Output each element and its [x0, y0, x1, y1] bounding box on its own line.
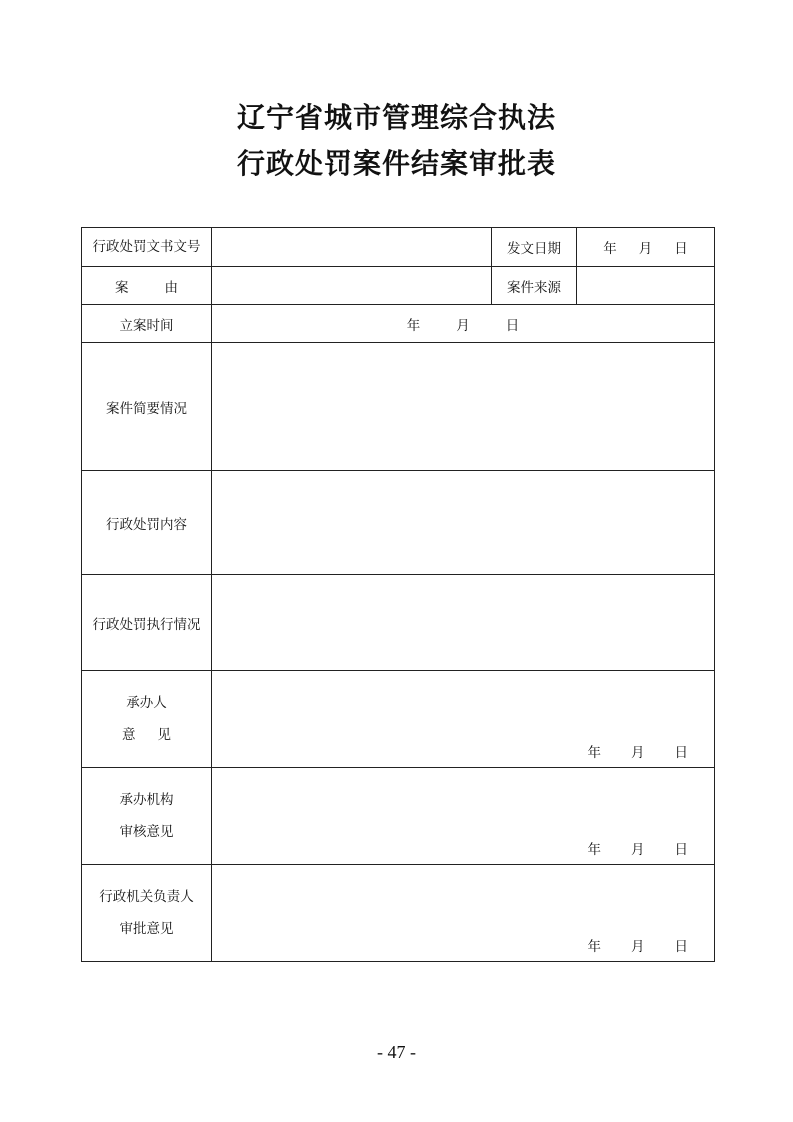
issue-date-label: 发文日期 [492, 228, 577, 267]
handler-date-month: 月 [631, 745, 645, 761]
leader-date-year: 年 [587, 939, 601, 955]
case-summary-field[interactable] [212, 343, 715, 471]
penalty-content-label: 行政处罚内容 [82, 471, 212, 575]
leader-date-day: 日 [674, 939, 688, 955]
filing-time-field[interactable] [212, 305, 715, 343]
filing-day: 日 [505, 317, 520, 334]
issue-date-month: 月 [638, 241, 653, 257]
case-summary-label: 案件简要情况 [82, 343, 212, 471]
case-source-field[interactable] [577, 267, 715, 305]
row-case-cause [82, 267, 715, 305]
org-date-year: 年 [587, 842, 601, 858]
handler-label-char1: 意 [122, 727, 136, 743]
form-title-line2: 行政处罚案件结案审批表 [236, 147, 556, 180]
handler-opinion-date [588, 741, 689, 761]
org-label-line2: 审核意见 [119, 824, 174, 840]
penalty-execution-field[interactable] [212, 575, 715, 671]
handler-opinion-field[interactable] [212, 671, 715, 768]
handler-opinion-label [82, 671, 212, 768]
case-cause-label [82, 267, 212, 305]
issue-date-day: 日 [674, 241, 688, 257]
org-review-field[interactable] [212, 768, 715, 865]
handler-label-line2 [82, 719, 211, 751]
issue-date-field[interactable] [577, 228, 715, 267]
row-filing-time [82, 305, 715, 343]
penalty-content-field[interactable] [212, 471, 715, 575]
doc-number-label: 行政处罚文书文号 [82, 228, 212, 267]
row-org-review [82, 768, 715, 865]
row-leader-approval [82, 865, 715, 962]
case-source-label: 案件来源 [492, 267, 577, 305]
leader-label-line2: 审批意见 [119, 921, 174, 937]
filing-month: 月 [456, 317, 470, 334]
leader-approval-date [588, 935, 689, 955]
org-review-date [588, 838, 689, 858]
approval-form-table [81, 227, 715, 962]
handler-label-char2: 见 [157, 727, 171, 743]
org-review-label [82, 768, 212, 865]
issue-date-year: 年 [603, 241, 617, 257]
handler-date-day: 日 [674, 745, 688, 761]
doc-number-field[interactable] [212, 228, 492, 267]
page-number: - 47 - [377, 1042, 416, 1062]
row-handler-opinion [82, 671, 715, 768]
filing-time-label: 立案时间 [82, 305, 212, 343]
row-case-summary [82, 343, 715, 471]
org-date-month: 月 [631, 842, 645, 858]
row-penalty-execution [82, 575, 715, 671]
leader-date-month: 月 [631, 939, 645, 955]
case-cause-field[interactable] [212, 267, 492, 305]
filing-year: 年 [406, 317, 421, 334]
row-penalty-content [82, 471, 715, 575]
case-cause-label-char2: 由 [164, 279, 178, 296]
form-title-line1: 辽宁省城市管理综合执法 [236, 101, 556, 134]
leader-approval-field[interactable] [212, 865, 715, 962]
penalty-execution-label: 行政处罚执行情况 [82, 575, 212, 671]
org-label-line1: 承办机构 [119, 792, 174, 808]
org-date-day: 日 [674, 842, 688, 858]
handler-label-line1: 承办人 [126, 695, 167, 711]
leader-label-line1: 行政机关负责人 [99, 889, 194, 905]
handler-date-year: 年 [587, 745, 601, 761]
row-doc-number [82, 228, 715, 267]
case-cause-label-char1: 案 [115, 279, 129, 296]
leader-approval-label [82, 865, 212, 962]
